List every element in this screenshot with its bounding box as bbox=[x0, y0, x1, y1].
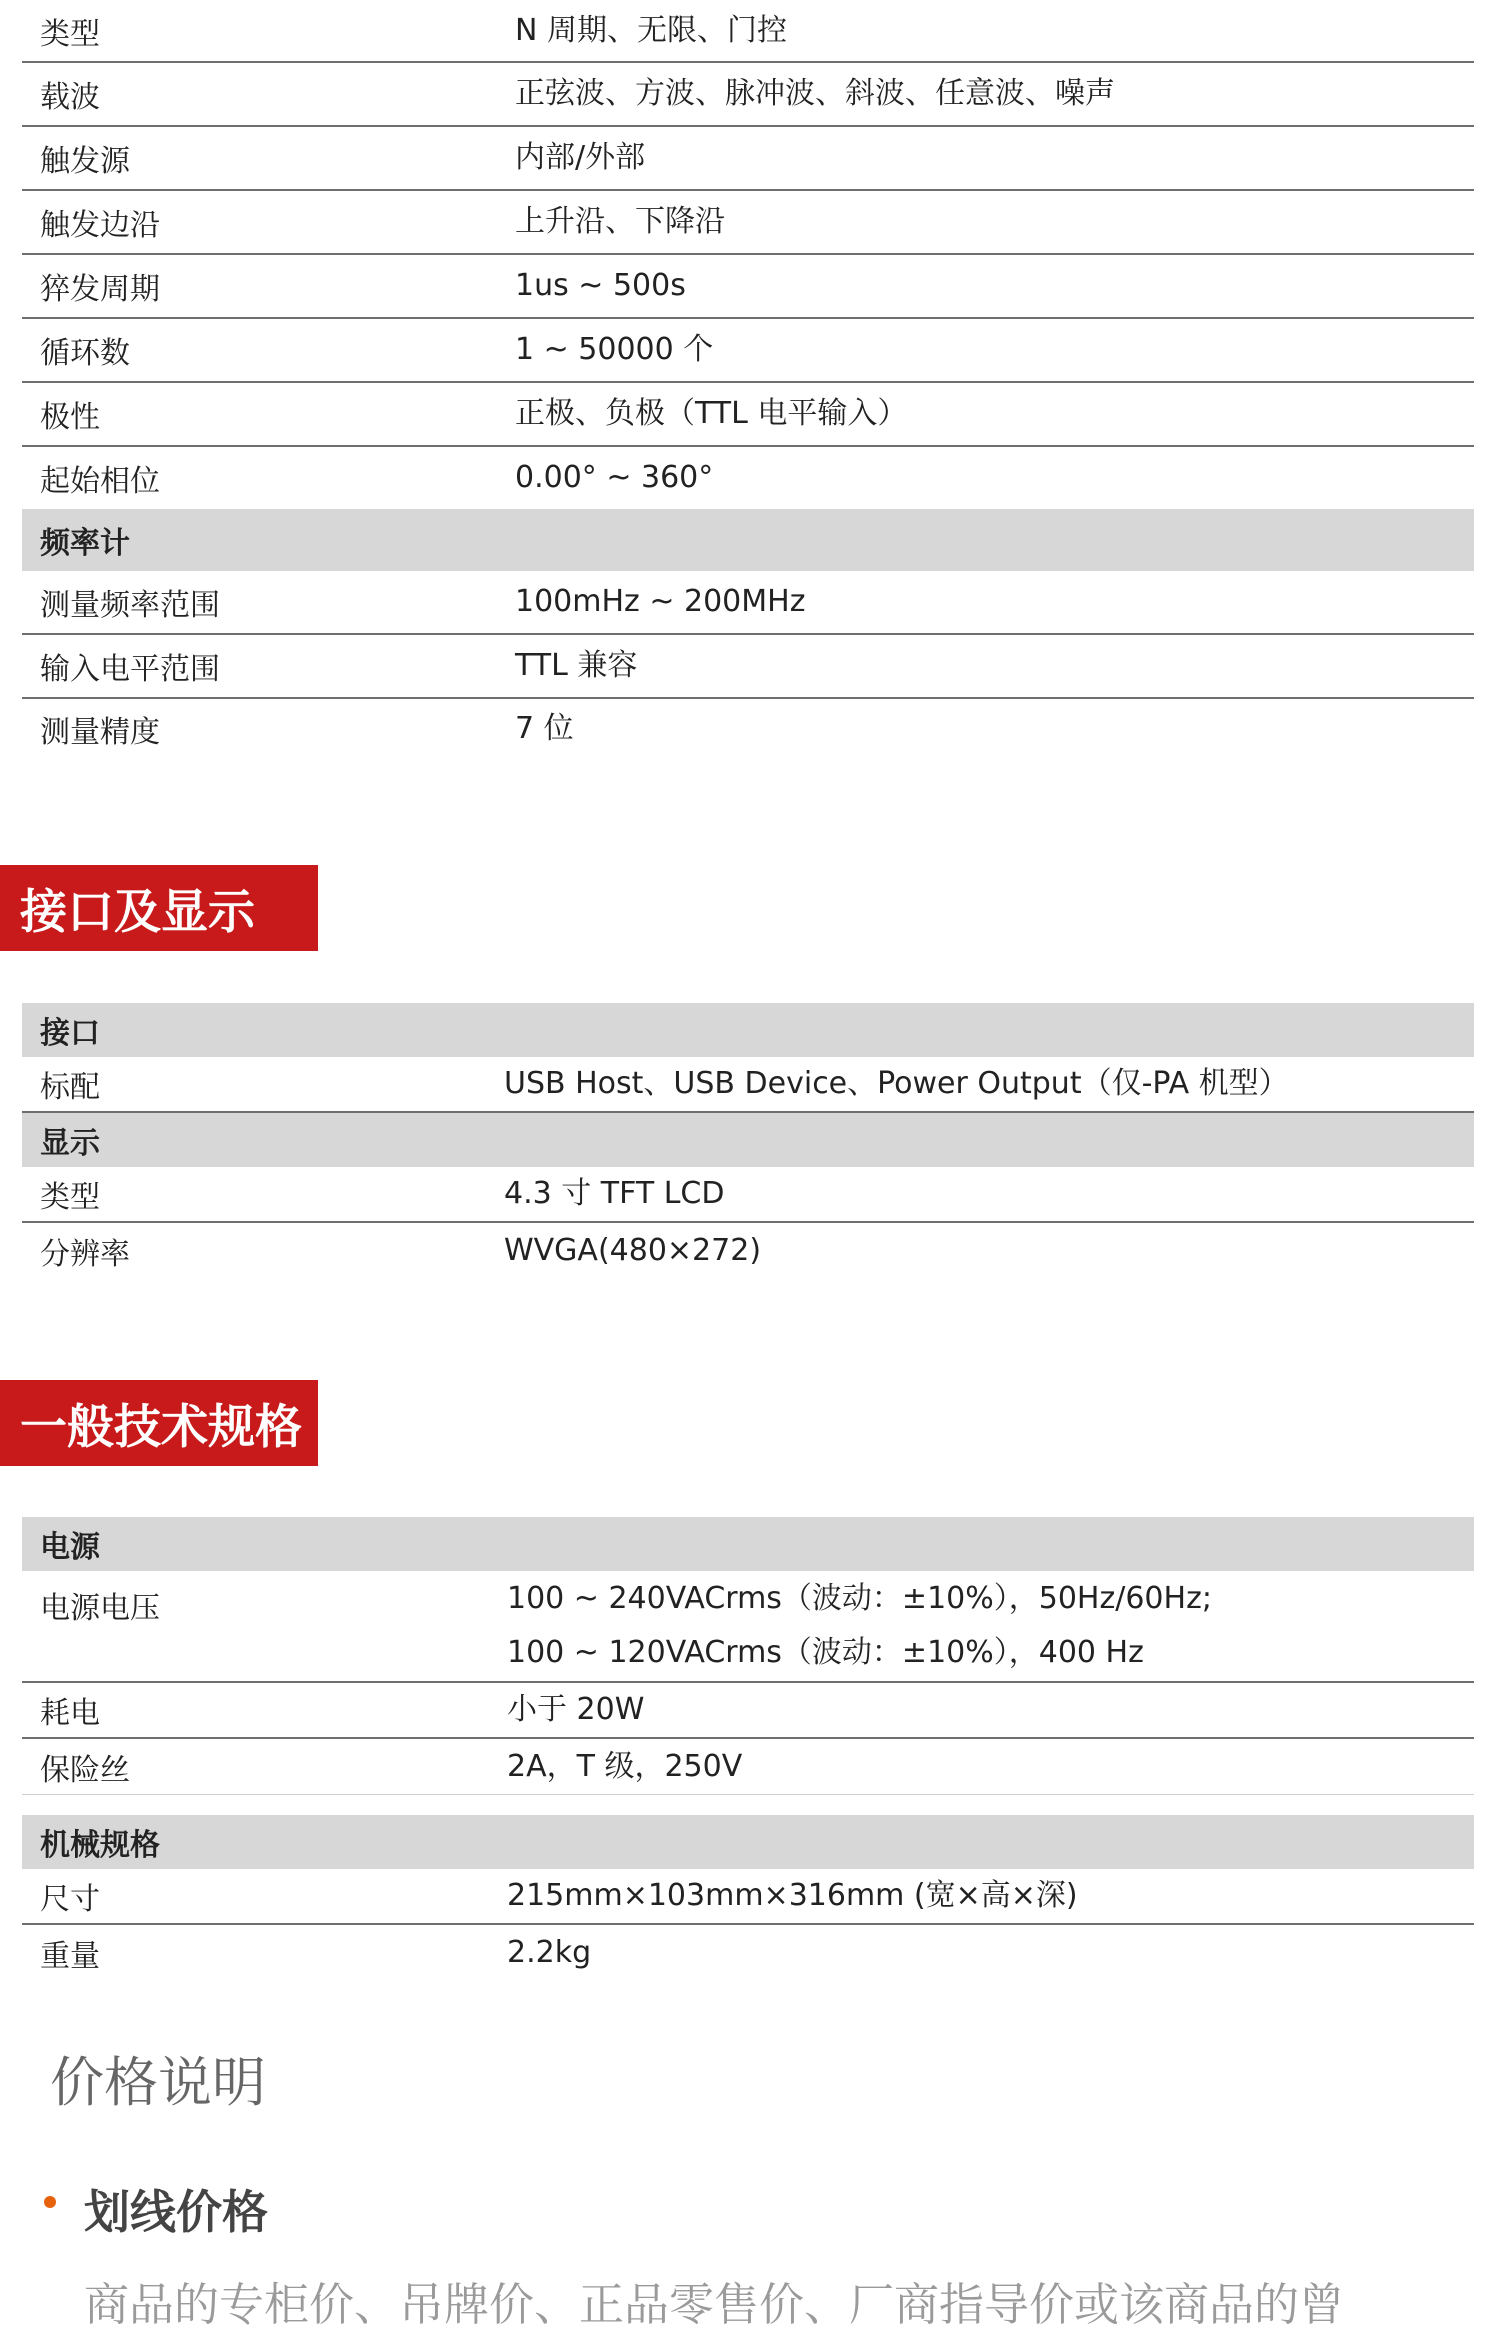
spec-value: 内部/外部 bbox=[515, 140, 646, 175]
spec-table-general bbox=[22, 1517, 1474, 1981]
section-header-mechanical: 机械规格 bbox=[22, 1815, 1474, 1869]
spec-row bbox=[22, 1167, 1474, 1223]
spec-label: 类型 bbox=[40, 16, 100, 52]
price-subtitle: 划线价格 bbox=[84, 2185, 268, 2239]
spec-value: 正极、负极（TTL 电平输入） bbox=[515, 396, 908, 431]
section-banner-general-specs: 一般技术规格 bbox=[0, 1380, 318, 1466]
spec-value: N 周期、无限、门控 bbox=[515, 12, 787, 48]
spec-row bbox=[22, 635, 1474, 699]
spec-value-line: 100 ~ 120VACrms（波动：±10%），400 Hz bbox=[507, 1635, 1144, 1670]
spec-row bbox=[22, 1739, 1474, 1795]
spec-row bbox=[22, 127, 1474, 191]
spec-table-interface bbox=[22, 1003, 1474, 1279]
spec-row bbox=[22, 447, 1474, 509]
spec-value: 小于 20W bbox=[507, 1692, 645, 1727]
spec-value: 100mHz ~ 200MHz bbox=[515, 584, 806, 619]
spec-row bbox=[22, 1925, 1474, 1981]
spec-value: 1 ~ 50000 个 bbox=[515, 332, 714, 367]
spec-value: 7 位 bbox=[515, 711, 574, 746]
spec-row bbox=[22, 0, 1474, 63]
spec-row bbox=[22, 191, 1474, 255]
spec-label: 电源电压 bbox=[40, 1591, 160, 1626]
spec-value: TTL 兼容 bbox=[515, 648, 638, 683]
spec-label: 循环数 bbox=[40, 336, 130, 371]
spec-value: 1us ~ 500s bbox=[515, 268, 686, 303]
price-description: 商品的专柜价、吊牌价、正品零售价、厂商指导价或该商品的曾 bbox=[84, 2278, 1345, 2331]
spec-value: 正弦波、方波、脉冲波、斜波、任意波、噪声 bbox=[515, 76, 1115, 111]
spec-row bbox=[22, 571, 1474, 635]
spec-label: 类型 bbox=[40, 1180, 100, 1215]
section-banner-interface-display: 接口及显示 bbox=[0, 865, 318, 951]
spec-row bbox=[22, 1223, 1474, 1279]
spec-label: 标配 bbox=[40, 1070, 100, 1105]
spec-label: 耗电 bbox=[40, 1696, 100, 1731]
spec-label: 极性 bbox=[40, 400, 100, 435]
section-header-interface: 接口 bbox=[22, 1003, 1474, 1057]
spec-label: 起始相位 bbox=[40, 464, 160, 499]
spec-value: 2.2kg bbox=[507, 1935, 592, 1970]
spec-value: 2A，T 级，250V bbox=[507, 1748, 743, 1784]
section-header-power: 电源 bbox=[22, 1517, 1474, 1571]
spec-value: 215mm×103mm×316mm (宽×高×深) bbox=[507, 1878, 1078, 1913]
spec-label: 重量 bbox=[40, 1939, 100, 1974]
spec-row bbox=[22, 63, 1474, 127]
spec-value: WVGA(480×272) bbox=[504, 1233, 762, 1268]
spec-label: 触发边沿 bbox=[40, 208, 160, 243]
spec-label: 尺寸 bbox=[40, 1882, 100, 1917]
spec-label: 猝发周期 bbox=[40, 272, 160, 307]
spec-label: 测量精度 bbox=[40, 715, 160, 750]
spec-label: 测量频率范围 bbox=[40, 588, 220, 623]
spec-label: 保险丝 bbox=[40, 1752, 130, 1788]
spec-row bbox=[22, 699, 1474, 759]
spec-label: 输入电平范围 bbox=[40, 652, 220, 687]
spec-value: 0.00° ~ 360° bbox=[515, 460, 714, 495]
spec-row bbox=[22, 1571, 1474, 1683]
spec-value: 上升沿、下降沿 bbox=[515, 204, 725, 239]
section-header-frequency-counter: 频率计 bbox=[22, 509, 1474, 571]
section-header-display: 显示 bbox=[22, 1113, 1474, 1167]
spec-row bbox=[22, 1683, 1474, 1739]
spec-label: 触发源 bbox=[40, 144, 130, 179]
spec-table-burst bbox=[22, 0, 1474, 759]
price-section-title: 价格说明 bbox=[50, 2051, 266, 2114]
spec-row bbox=[22, 383, 1474, 447]
spec-value: 4.3 寸 TFT LCD bbox=[504, 1176, 725, 1211]
spec-value-line: 100 ~ 240VACrms（波动：±10%），50Hz/60Hz; bbox=[507, 1581, 1212, 1616]
spec-label: 分辨率 bbox=[40, 1237, 130, 1272]
bullet-dot-icon bbox=[44, 2196, 56, 2208]
spec-row bbox=[22, 255, 1474, 319]
spec-row bbox=[22, 319, 1474, 383]
spec-row bbox=[22, 1057, 1474, 1113]
spec-row bbox=[22, 1869, 1474, 1925]
spec-value: USB Host、USB Device、Power Output（仅-PA 机型） bbox=[504, 1066, 1289, 1101]
spec-label: 载波 bbox=[40, 80, 100, 115]
